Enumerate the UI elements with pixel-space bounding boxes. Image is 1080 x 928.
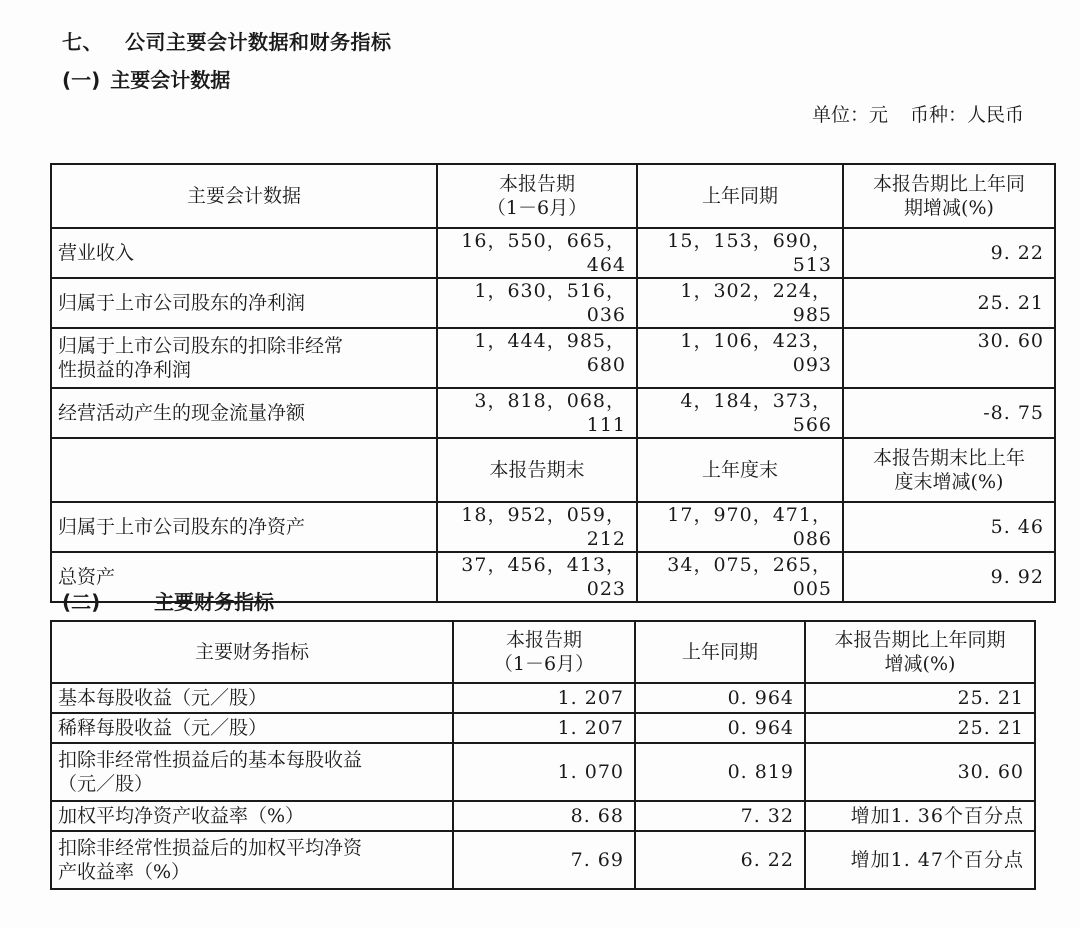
section-title: 公司主要会计数据和财务指标 (125, 30, 392, 54)
header-line: 本报告期 (498, 173, 575, 195)
change-value: 5. 46 (843, 502, 1055, 552)
header-cell: 主要财务指标 (51, 621, 453, 683)
current-value: 7. 69 (453, 831, 635, 889)
header-cell (51, 438, 437, 502)
previous-value: 15，153，690，513 (637, 228, 843, 278)
change-value: 9. 22 (843, 228, 1055, 278)
header-line: （1－6月） (493, 653, 595, 675)
change-value: 9. 92 (843, 552, 1055, 602)
change-value: 增加1. 36个百分点 (805, 801, 1035, 831)
table-row (51, 388, 1055, 438)
current-value: 1，444，985，680 (437, 328, 637, 388)
change-value: 25. 21 (843, 278, 1055, 328)
label-line: 归属于上市公司股东的扣除非经常 (58, 335, 344, 357)
subsection-number-1: (一) (62, 68, 101, 92)
change-value: 30. 60 (843, 328, 1055, 388)
header-line: 度末增减(%) (894, 471, 1004, 493)
subsection-heading-2 (62, 586, 274, 615)
previous-value: 4，184，373，566 (637, 388, 843, 438)
table-subheader-row (51, 438, 1055, 502)
previous-value: 0. 819 (635, 743, 805, 801)
row-label (51, 328, 437, 388)
subsection-heading-1 (62, 64, 230, 93)
change-value: 增加1. 47个百分点 (805, 831, 1035, 889)
row-label: 稀释每股收益（元／股） (51, 713, 453, 743)
header-cell (805, 621, 1035, 683)
previous-value: 34，075，265，005 (637, 552, 843, 602)
header-line: 本报告期比上年同 (872, 173, 1025, 195)
current-value: 16，550，665，464 (437, 228, 637, 278)
unit-line (812, 100, 1024, 127)
previous-value: 1，302，224，985 (637, 278, 843, 328)
subsection-title-1: 主要会计数据 (110, 68, 231, 92)
previous-value: 6. 22 (635, 831, 805, 889)
previous-value: 7. 32 (635, 801, 805, 831)
header-cell (453, 621, 635, 683)
current-value: 37，456，413，023 (437, 552, 637, 602)
row-label: 经营活动产生的现金流量净额 (51, 388, 437, 438)
header-line: 本报告期 (505, 629, 582, 651)
row-label: 营业收入 (51, 228, 437, 278)
unit-label: 单位：元 (811, 104, 888, 126)
header-cell (843, 438, 1055, 502)
header-cell: 主要会计数据 (51, 164, 437, 228)
section-heading (62, 26, 392, 55)
row-label: 归属于上市公司股东的净资产 (51, 502, 437, 552)
change-value: 30. 60 (805, 743, 1035, 801)
accounting-data-table (50, 163, 1056, 603)
current-value: 3，818，068，111 (437, 388, 637, 438)
table-row (51, 743, 1035, 801)
financial-indicators-table (50, 620, 1036, 890)
header-cell: 上年同期 (635, 621, 805, 683)
table-row (51, 801, 1035, 831)
header-line: （1－6月） (486, 197, 588, 219)
label-line: 扣除非经常性损益后的加权平均净资 (58, 837, 363, 859)
subsection-number-2: (二) (62, 590, 101, 614)
table-header-row (51, 164, 1055, 228)
header-line: 增减(%) (884, 653, 956, 675)
header-cell: 上年度末 (637, 438, 843, 502)
change-value: 25. 21 (805, 683, 1035, 713)
change-value: 25. 21 (805, 713, 1035, 743)
previous-value: 17，970，471，086 (637, 502, 843, 552)
section-number: 七、 (62, 30, 103, 54)
header-cell (843, 164, 1055, 228)
row-label: 加权平均净资产收益率（%） (51, 801, 453, 831)
current-value: 1，630，516，036 (437, 278, 637, 328)
previous-value: 0. 964 (635, 713, 805, 743)
label-line: （元／股） (58, 773, 154, 795)
table-header-row (51, 621, 1035, 683)
table-row (51, 228, 1055, 278)
row-label: 基本每股收益（元／股） (51, 683, 453, 713)
current-value: 1. 207 (453, 683, 635, 713)
previous-value: 1，106，423，093 (637, 328, 843, 388)
current-value: 8. 68 (453, 801, 635, 831)
table-row (51, 683, 1035, 713)
current-value: 1. 207 (453, 713, 635, 743)
current-value: 18，952，059，212 (437, 502, 637, 552)
currency-label: 币种：人民币 (909, 104, 1024, 126)
change-value: -8. 75 (843, 388, 1055, 438)
header-cell (437, 164, 637, 228)
row-label (51, 743, 453, 801)
table-row (51, 328, 1055, 388)
current-value: 1. 070 (453, 743, 635, 801)
header-line: 本报告期末比上年 (872, 447, 1025, 469)
row-label (51, 831, 453, 889)
header-cell: 上年同期 (637, 164, 843, 228)
row-label: 总资产 (51, 552, 437, 602)
label-line: 扣除非经常性损益后的基本每股收益 (58, 749, 363, 771)
header-line: 本报告期比上年同期 (834, 629, 1006, 651)
table-row (51, 713, 1035, 743)
label-line: 产收益率（%） (58, 861, 191, 883)
previous-value: 0. 964 (635, 683, 805, 713)
header-line: 期增减(%) (904, 197, 994, 219)
row-label: 归属于上市公司股东的净利润 (51, 278, 437, 328)
table-row (51, 278, 1055, 328)
label-line: 性损益的净利润 (58, 359, 192, 381)
subsection-title-2: 主要财务指标 (154, 590, 274, 614)
table-row (51, 502, 1055, 552)
header-cell: 本报告期末 (437, 438, 637, 502)
table-row (51, 831, 1035, 889)
